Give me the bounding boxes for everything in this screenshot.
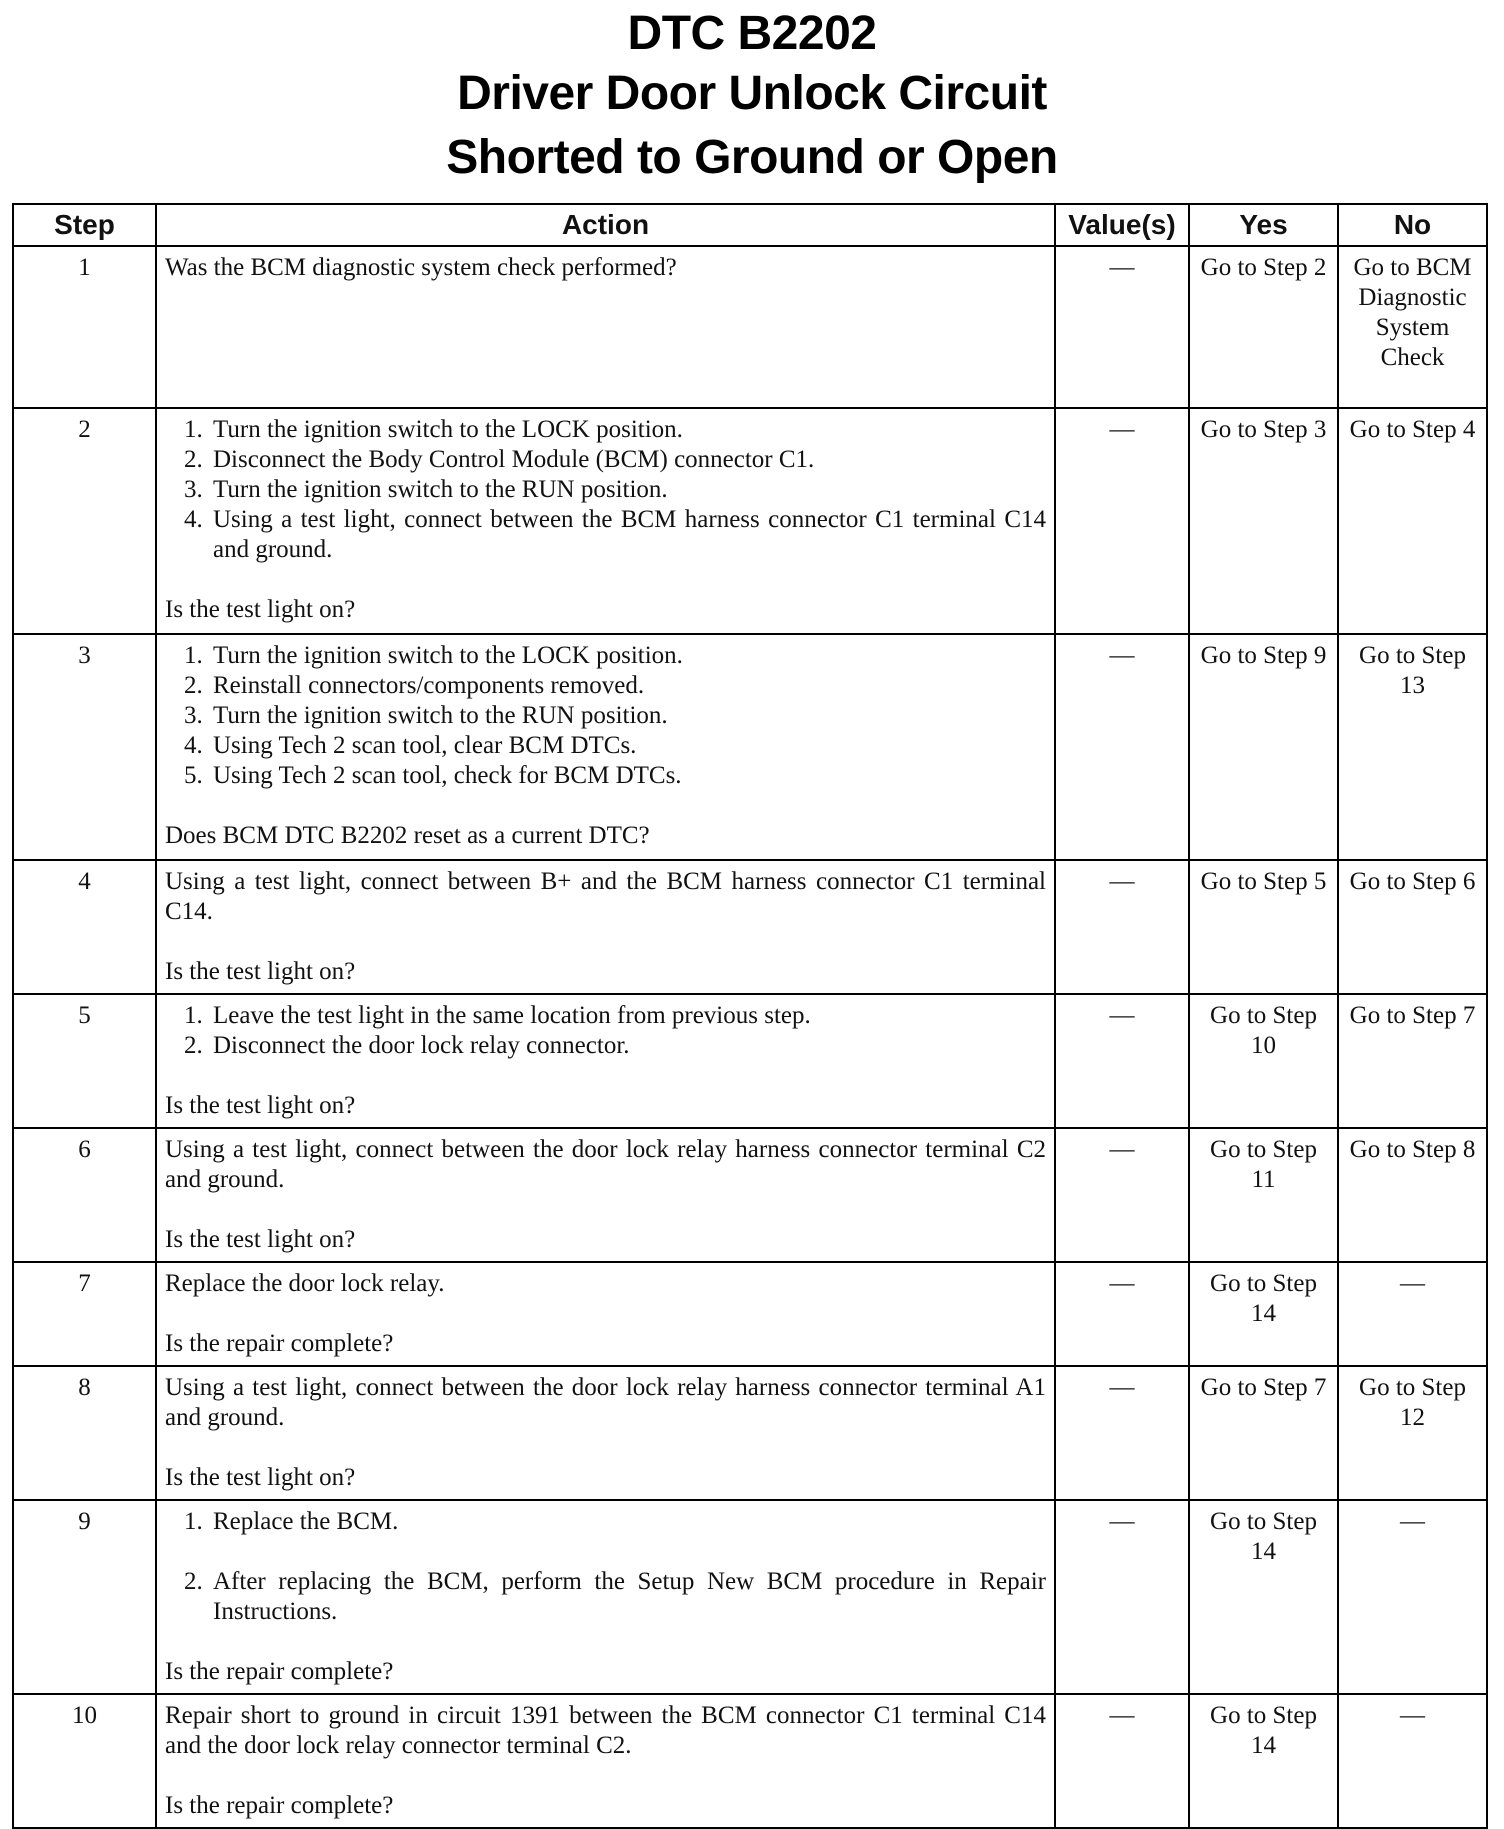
action-question: Is the test light on? <box>165 596 356 623</box>
step-number: 6 <box>13 1128 156 1262</box>
action-cell <box>156 634 1055 860</box>
action-list <box>165 415 1046 565</box>
action-question: Is the test light on? <box>165 1464 356 1491</box>
step-number: 9 <box>13 1500 156 1694</box>
step-number: 2 <box>13 408 156 634</box>
table-row <box>13 408 1487 634</box>
action-cell <box>156 1500 1055 1694</box>
table-row <box>13 1694 1487 1828</box>
action-question: Is the repair complete? <box>165 1658 394 1685</box>
table-row <box>13 1500 1487 1694</box>
yes-cell: Go to Step 2 <box>1189 246 1338 408</box>
table-row <box>13 246 1487 408</box>
value-cell: — <box>1055 994 1189 1128</box>
action-list-item: 2. After replacing the BCM, perform the Setup New BCM procedure in Repair Instructions. <box>209 1567 1046 1627</box>
action-list <box>165 1507 1046 1627</box>
action-list-item: 3. Turn the ignition switch to the RUN position. <box>209 701 1046 731</box>
action-cell <box>156 1694 1055 1828</box>
step-number: 3 <box>13 634 156 860</box>
yes-cell: Go to Step 9 <box>1189 634 1338 860</box>
action-text: Using a test light, connect between B+ and the BCM harness connector C1 terminal C14. <box>165 868 1046 925</box>
page-title: DTC B2202 <box>627 7 877 60</box>
action-list-item: 2. Disconnect the Body Control Module (BCM) connector C1. <box>209 445 1046 475</box>
action-question: Is the repair complete? <box>165 1330 394 1357</box>
value-cell: — <box>1055 1128 1189 1262</box>
action-text: Replace the door lock relay. <box>165 1270 445 1297</box>
step-number: 5 <box>13 994 156 1128</box>
no-cell: — <box>1338 1694 1487 1828</box>
no-cell: Go to BCM Diagnostic System Check <box>1338 246 1487 408</box>
column-header-no: No <box>1338 204 1487 246</box>
column-header-values: Value(s) <box>1055 204 1189 246</box>
yes-cell: Go to Step 3 <box>1189 408 1338 634</box>
action-list-item: 1. Replace the BCM. <box>209 1507 1046 1537</box>
column-header-yes: Yes <box>1189 204 1338 246</box>
action-text: Repair short to ground in circuit 1391 between the BCM connector C1 terminal C14 and the door lock relay connector terminal C2. <box>165 1702 1046 1759</box>
diagnostic-table <box>12 203 1488 1829</box>
action-cell <box>156 1128 1055 1262</box>
value-cell: — <box>1055 246 1189 408</box>
value-cell: — <box>1055 1694 1189 1828</box>
action-text: Was the BCM diagnostic system check performed? <box>165 254 677 281</box>
yes-cell: Go to Step 11 <box>1189 1128 1338 1262</box>
no-cell: Go to Step 8 <box>1338 1128 1487 1262</box>
table-header-row <box>13 204 1487 246</box>
action-question: Is the test light on? <box>165 1092 356 1119</box>
action-list-item: 4. Using a test light, connect between the BCM harness connector C1 terminal C14 and ground. <box>209 505 1046 565</box>
yes-cell: Go to Step 10 <box>1189 994 1338 1128</box>
action-list-item: 1. Turn the ignition switch to the LOCK position. <box>209 641 1046 671</box>
yes-cell: Go to Step 14 <box>1189 1262 1338 1366</box>
action-text: Using a test light, connect between the door lock relay harness connector terminal A1 and ground. <box>165 1374 1046 1431</box>
value-cell: — <box>1055 634 1189 860</box>
no-cell: Go to Step 12 <box>1338 1366 1487 1500</box>
table-row <box>13 994 1487 1128</box>
table-row <box>13 1128 1487 1262</box>
no-cell: Go to Step 6 <box>1338 860 1487 994</box>
step-number: 4 <box>13 860 156 994</box>
value-cell: — <box>1055 408 1189 634</box>
action-cell <box>156 246 1055 408</box>
action-question: Is the repair complete? <box>165 1792 394 1819</box>
table-row <box>13 1366 1487 1500</box>
action-list-item: 5. Using Tech 2 scan tool, check for BCM DTCs. <box>209 761 1046 791</box>
table-row <box>13 860 1487 994</box>
action-cell <box>156 860 1055 994</box>
action-question: Is the test light on? <box>165 1226 356 1253</box>
yes-cell: Go to Step 7 <box>1189 1366 1338 1500</box>
value-cell: — <box>1055 1500 1189 1694</box>
page-subtitle-line-2: Shorted to Ground or Open <box>446 131 1058 184</box>
step-number: 10 <box>13 1694 156 1828</box>
action-list-item: 3. Turn the ignition switch to the RUN position. <box>209 475 1046 505</box>
action-cell <box>156 1366 1055 1500</box>
no-cell: — <box>1338 1262 1487 1366</box>
column-header-action: Action <box>156 204 1055 246</box>
value-cell: — <box>1055 860 1189 994</box>
column-header-step: Step <box>13 204 156 246</box>
table-row <box>13 1262 1487 1366</box>
no-cell: Go to Step 7 <box>1338 994 1487 1128</box>
action-cell <box>156 1262 1055 1366</box>
step-number: 8 <box>13 1366 156 1500</box>
yes-cell: Go to Step 14 <box>1189 1694 1338 1828</box>
yes-cell: Go to Step 5 <box>1189 860 1338 994</box>
action-list-item: 1. Turn the ignition switch to the LOCK position. <box>209 415 1046 445</box>
yes-cell: Go to Step 14 <box>1189 1500 1338 1694</box>
action-list <box>165 1001 1046 1061</box>
action-list-item: 4. Using Tech 2 scan tool, clear BCM DTCs. <box>209 731 1046 761</box>
action-cell <box>156 994 1055 1128</box>
table-row <box>13 634 1487 860</box>
action-list-item: 2. Disconnect the door lock relay connector. <box>209 1031 1046 1061</box>
action-question: Is the test light on? <box>165 958 356 985</box>
step-number: 1 <box>13 246 156 408</box>
no-cell: Go to Step 4 <box>1338 408 1487 634</box>
action-list-item: 2. Reinstall connectors/components removed. <box>209 671 1046 701</box>
action-list <box>165 641 1046 791</box>
value-cell: — <box>1055 1262 1189 1366</box>
step-number: 7 <box>13 1262 156 1366</box>
action-text: Using a test light, connect between the door lock relay harness connector terminal C2 and ground. <box>165 1136 1046 1193</box>
action-question: Does BCM DTC B2202 reset as a current DTC? <box>165 822 650 849</box>
no-cell: — <box>1338 1500 1487 1694</box>
page-subtitle-line-1: Driver Door Unlock Circuit <box>457 67 1047 120</box>
action-list-item: 1. Leave the test light in the same location from previous step. <box>209 1001 1046 1031</box>
value-cell: — <box>1055 1366 1189 1500</box>
action-cell <box>156 408 1055 634</box>
no-cell: Go to Step 13 <box>1338 634 1487 860</box>
